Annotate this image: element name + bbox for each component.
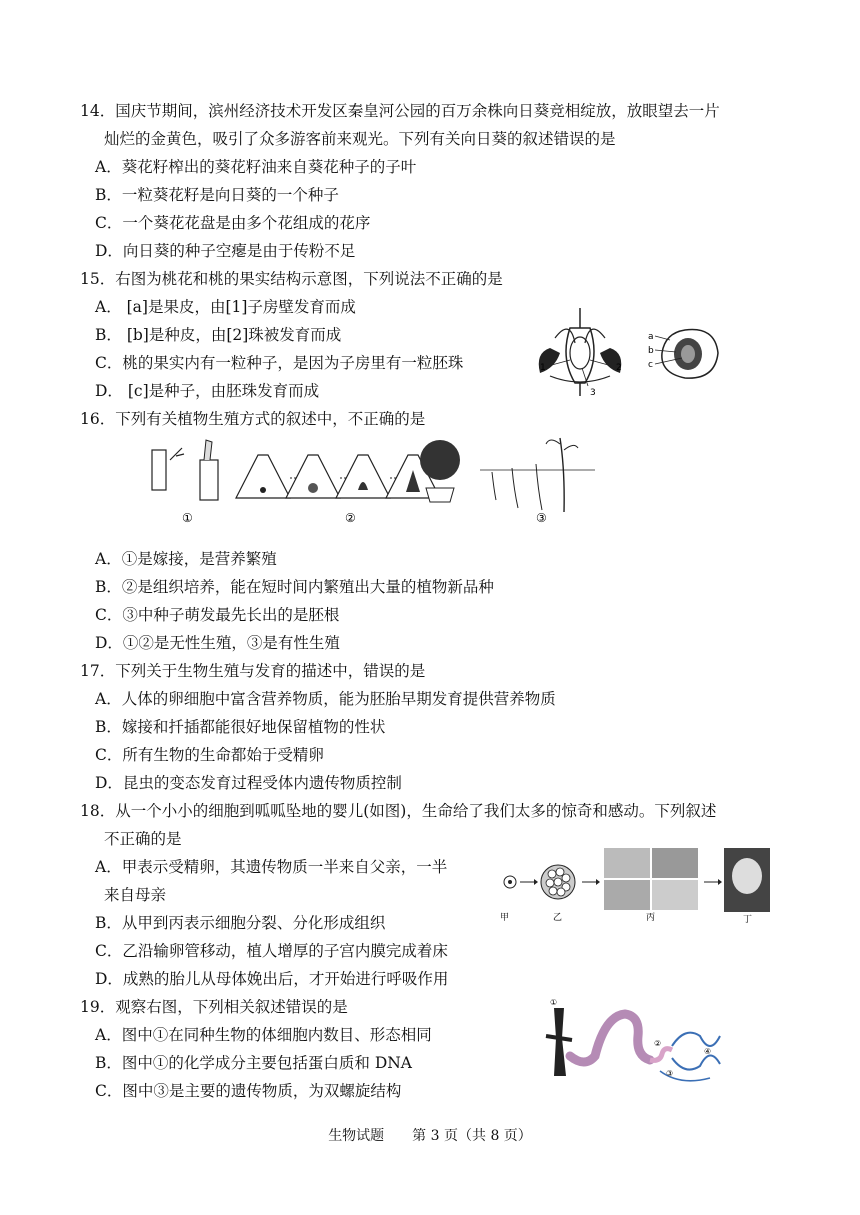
fruit-label-c: c xyxy=(648,360,653,370)
q16-option-d: D．①②是无性生殖，③是有性生殖 xyxy=(95,634,340,652)
dna-label-1: ① xyxy=(550,998,558,1007)
q15-option-d: D． [c]是种子，由胚珠发育而成 xyxy=(95,382,320,400)
q14-option-c: C．一个葵花花盘是由多个花组成的花序 xyxy=(95,214,371,232)
dna-label-2: ② xyxy=(654,1039,662,1048)
q14-option-a: A．葵花籽榨出的葵花籽油来自葵花种子的子叶 xyxy=(95,158,417,176)
q16-option-c: C．③中种子萌发最先长出的是胚根 xyxy=(95,606,340,624)
q18-option-a: A．甲表示受精卵，其遗传物质一半来自父亲，一半 xyxy=(95,858,448,876)
human-development-figure xyxy=(498,846,774,924)
chromosome-dna-figure xyxy=(540,996,730,1088)
q16-option-a: A．①是嫁接，是营养繁殖 xyxy=(95,550,277,568)
flower-label-3: 3 xyxy=(590,388,596,398)
q18-option-c: C．乙沿输卵管移动，植人增厚的子宫内膜完成着床 xyxy=(95,942,448,960)
label-ding: 丁 xyxy=(743,915,753,924)
q19-option-a: A．图中①在同种生物的体细胞内数目、形态相同 xyxy=(95,1026,432,1044)
q15-option-c: C．桃的果实内有一粒种子，是因为子房里有一粒胚珠 xyxy=(95,354,464,372)
flower-label-1: 1 xyxy=(540,363,546,373)
figure-label-1: ① xyxy=(182,511,193,525)
q17-stem: 17．下列关于生物生殖与发育的描述中，错误的是 xyxy=(80,662,426,680)
q18-option-b: B．从甲到丙表示细胞分裂、分化形成组织 xyxy=(95,914,386,932)
figure-label-3: ③ xyxy=(536,511,547,525)
q17-option-a: A．人体的卵细胞中富含营养物质，能为胚胎早期发育提供营养物质 xyxy=(95,690,556,708)
plant-reproduction-figure xyxy=(140,430,600,528)
label-jia: 甲 xyxy=(500,913,510,923)
page-footer: 生物试题 第 3 页（共 8 页） xyxy=(328,1128,532,1144)
q19-option-b: B．图中①的化学成分主要包括蛋白质和 DNA xyxy=(95,1054,413,1072)
q19-option-c: C．图中③是主要的遗传物质，为双螺旋结构 xyxy=(95,1082,402,1100)
q14-option-b: B．一粒葵花籽是向日葵的一个种子 xyxy=(95,186,339,204)
fruit-label-b: b xyxy=(648,346,654,356)
dna-label-4: ④ xyxy=(704,1047,712,1056)
q18-stem-line1: 18．从一个小小的细胞到呱呱坠地的婴儿(如图)，生命给了我们太多的惊奇和感动。下列叙述 xyxy=(80,802,717,820)
q18-option-d: D．成熟的胎儿从母体娩出后，才开始进行呼吸作用 xyxy=(95,970,449,988)
q17-option-c: C．所有生物的生命都始于受精卵 xyxy=(95,746,324,764)
q16-option-b: B．②是组织培养，能在短时间内繁殖出大量的植物新品种 xyxy=(95,578,494,596)
label-bing: 丙 xyxy=(646,913,656,923)
q18-stem-line2: 不正确的是 xyxy=(104,830,182,848)
peach-flower-fruit-diagram xyxy=(530,298,730,398)
fruit-label-a: a xyxy=(648,332,654,342)
flower-label-2: 2 xyxy=(616,363,622,373)
q15-stem: 15．右图为桃花和桃的果实结构示意图，下列说法不正确的是 xyxy=(80,270,503,288)
q16-stem: 16．下列有关植物生殖方式的叙述中，不正确的是 xyxy=(80,410,426,428)
label-yi: 乙 xyxy=(553,913,563,923)
q19-stem: 19．观察右图，下列相关叙述错误的是 xyxy=(80,998,348,1016)
q18-option-a-cont: 来自母亲 xyxy=(104,886,167,904)
q14-stem-line1: 14．国庆节期间，滨州经济技术开发区秦皇河公园的百万余株向日葵竞相绽放，放眼望去一片 xyxy=(80,102,720,120)
q15-option-a: A． [a]是果皮，由[1]子房壁发育而成 xyxy=(95,298,356,316)
q14-stem-line2: 灿烂的金黄色，吸引了众多游客前来观光。下列有关向日葵的叙述错误的是 xyxy=(104,130,616,148)
q17-option-d: D．昆虫的变态发育过程受体内遗传物质控制 xyxy=(95,774,402,792)
figure-label-2: ② xyxy=(345,511,356,525)
dna-label-3: ③ xyxy=(666,1069,674,1078)
q17-option-b: B．嫁接和扦插都能很好地保留植物的性状 xyxy=(95,718,386,736)
q15-option-b: B． [b]是种皮，由[2]珠被发育而成 xyxy=(95,326,342,344)
q14-option-d: D．向日葵的种子空瘪是由于传粉不足 xyxy=(95,242,356,260)
